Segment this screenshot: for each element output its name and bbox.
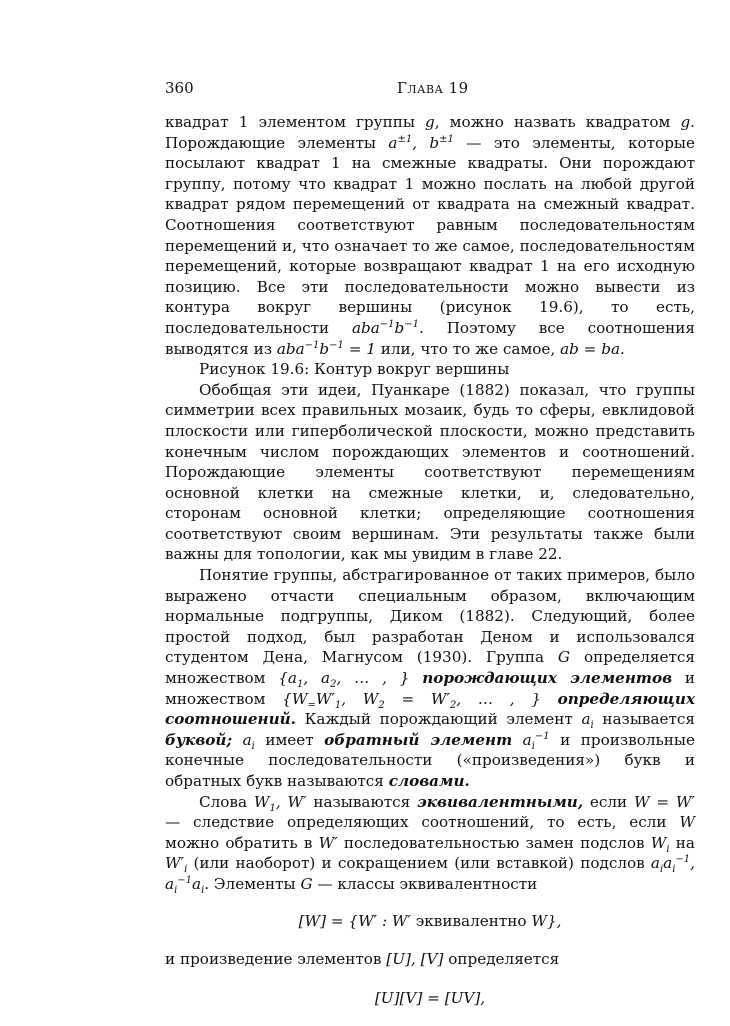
math: $W_1$, W′	[253, 792, 307, 814]
equation-classes: [W] = {W′ : W′ эквивалентно W},	[298, 911, 562, 930]
math: $a_i$	[242, 730, 255, 752]
chapter-title: Глава 19	[397, 79, 469, 97]
paragraph-4: Слова $W_1$, W′ называются эквивалентными, если W = W′ — следствие определяющих соотношений, то есть, если W можно обратить в W′ последовательностью замен подслов $W_i$ на $W'_i$ (или наоборот) и сокращением (или вставкой) подслов $a_ia_i^{-1}$, $a_i^{-1}a_i$. Элементы G — классы эквивалентности	[165, 792, 695, 896]
math: W	[679, 813, 695, 832]
math: $a_i^{-1}$	[522, 730, 550, 752]
paragraph-1: квадрат 1 элементом группы g, можно назвать квадратом g. Порождающие элементы $a^{\pm 1}$, $b^{\pm 1}$ — это элементы, которые посылают квадрат 1 на смежные квадраты. Они порождают группу, потому что квадрат 1 можно послать на любой другой квадрат рядом перемещений от квадрата на смежный квадрат. Соотношения соответствуют равным последовательностям перемещений и, что означает то же самое, последовательностям перемещений, которые возвращают квадрат 1 на его исходную позицию. Все эти последовательности можно вывести из контура вокруг вершины (рисунок 19.6), то есть, последовательности $aba^{-1}b^{-1}$. Поэтому все соотношения выводятся из $aba^{-1}b^{-1} = 1$ или, что то же самое, ab = ba.	[165, 113, 695, 358]
running-header	[165, 79, 695, 99]
paragraph-2: Обобщая эти идеи, Пуанкаре (1882) показал, что группы симметрии всех правильных мозаик, будь то сферы, евклидовой плоскости или гиперболической плоскости, можно представить конечным числом порождающих элементов и соотношений. Порождающие элементы соответствуют перемещениям основной клетки на смежные клетки, и, следовательно, сторонам основной клетки; определяющие соотношения соответствуют своим вершинам. Эти результаты также были важны для топологии, как мы увидим в главе 22.	[165, 380, 695, 564]
paragraph-3: Понятие группы, абстрагированное от таких примеров, было выражено отчасти специальным образом, включающим нормальные подгруппы, Диком (1882). Следующий, более простой подход, был разработан Деном и использовался студентом Дена, Магнусом (1930). Группа G определяется множеством {$a_1$, $a_2$, … , } порождающих элементов и множеством {$W_=W'_1$, $W_2 = W'_2$, … , } определяющих соотношений. Каждый порождающий элемент $a_i$ называется буквой; $a_i$ имеет обратный элемент $a_i^{-1}$ и произвольные конечные последовательности («произведения») букв и обратных букв называются словами.	[165, 566, 695, 790]
equation-product: [U][V] = [UV],	[374, 988, 486, 1007]
math: ab = ba	[560, 339, 621, 358]
math: {$a_1$, $a_2$, … , }	[278, 669, 410, 691]
math: {$W_=W'_1$, $W_2 = W'_2$, … , }	[282, 689, 541, 711]
math: W = W′	[633, 792, 695, 811]
math: g	[425, 113, 435, 131]
figure-caption: Рисунок 19.6: Контур вокруг вершины	[199, 360, 510, 379]
math: $a_ia_i^{-1}$, $a_i^{-1}a_i$	[165, 854, 695, 896]
math: W′	[318, 833, 338, 852]
math: [U], [V]	[386, 950, 444, 969]
math: $W_i$	[650, 833, 670, 855]
paragraph-5: и произведение элементов [U], [V] определяется	[165, 950, 560, 969]
math: $W'_i$	[165, 854, 188, 876]
math: $a_i$	[581, 710, 594, 732]
page-body	[165, 112, 695, 1026]
math: $aba^{-1}b^{-1} = 1$	[276, 339, 376, 358]
page-number: 360	[165, 79, 194, 97]
math: g	[680, 113, 691, 131]
math: $aba^{-1}b^{-1}$	[351, 318, 420, 337]
math: G	[300, 874, 313, 893]
math: $a^{\pm 1}$, $b^{\pm 1}$	[388, 133, 454, 152]
math: G	[557, 648, 571, 667]
